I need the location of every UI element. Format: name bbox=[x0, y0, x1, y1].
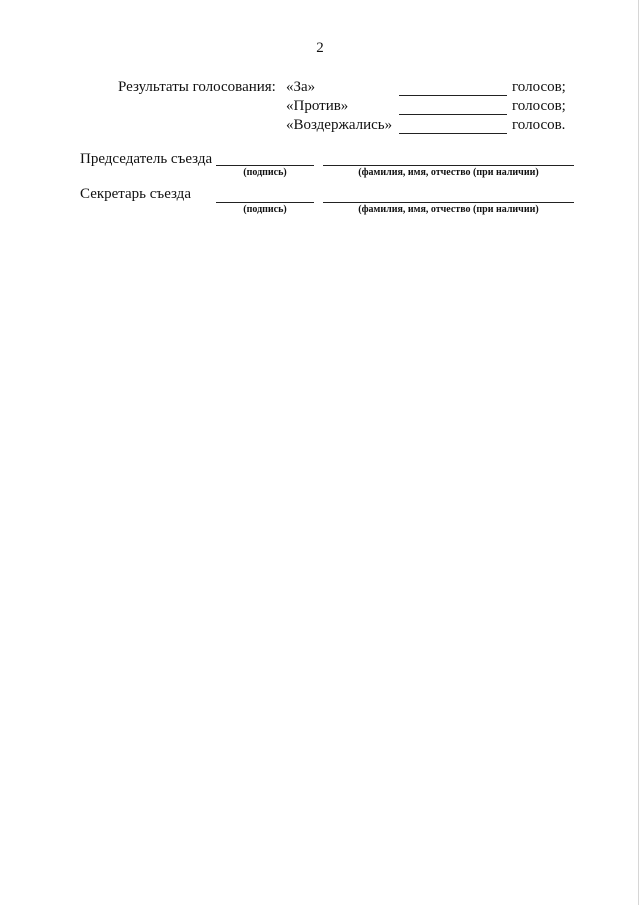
voting-results-label: Результаты голосования: bbox=[118, 79, 276, 95]
secretary-signature-caption: (подпись) bbox=[243, 204, 287, 215]
page-number: 2 bbox=[316, 40, 324, 56]
page-edge-line bbox=[638, 0, 639, 905]
secretary-title: Секретарь съезда bbox=[80, 186, 191, 202]
chairman-signature-caption: (подпись) bbox=[243, 167, 287, 178]
secretary-name-line bbox=[323, 202, 574, 203]
chairman-title: Председатель съезда bbox=[80, 151, 213, 167]
chairman-name-caption: (фамилия, имя, отчество (при наличии) bbox=[358, 167, 539, 178]
chairman-name-line bbox=[323, 165, 574, 166]
vote-count-line-abstained bbox=[399, 133, 507, 134]
secretary-signature-line bbox=[216, 202, 314, 203]
vote-option-abstained: «Воздержались» bbox=[286, 117, 393, 133]
vote-suffix-against: голосов; bbox=[512, 98, 566, 114]
vote-count-line-for bbox=[399, 95, 507, 96]
vote-suffix-abstained: голосов. bbox=[512, 117, 566, 133]
vote-option-for: «За» bbox=[286, 79, 316, 95]
chairman-signature-line bbox=[216, 165, 314, 166]
vote-suffix-for: голосов; bbox=[512, 79, 566, 95]
vote-option-against: «Против» bbox=[286, 98, 349, 114]
vote-count-line-against bbox=[399, 114, 507, 115]
secretary-name-caption: (фамилия, имя, отчество (при наличии) bbox=[358, 204, 539, 215]
